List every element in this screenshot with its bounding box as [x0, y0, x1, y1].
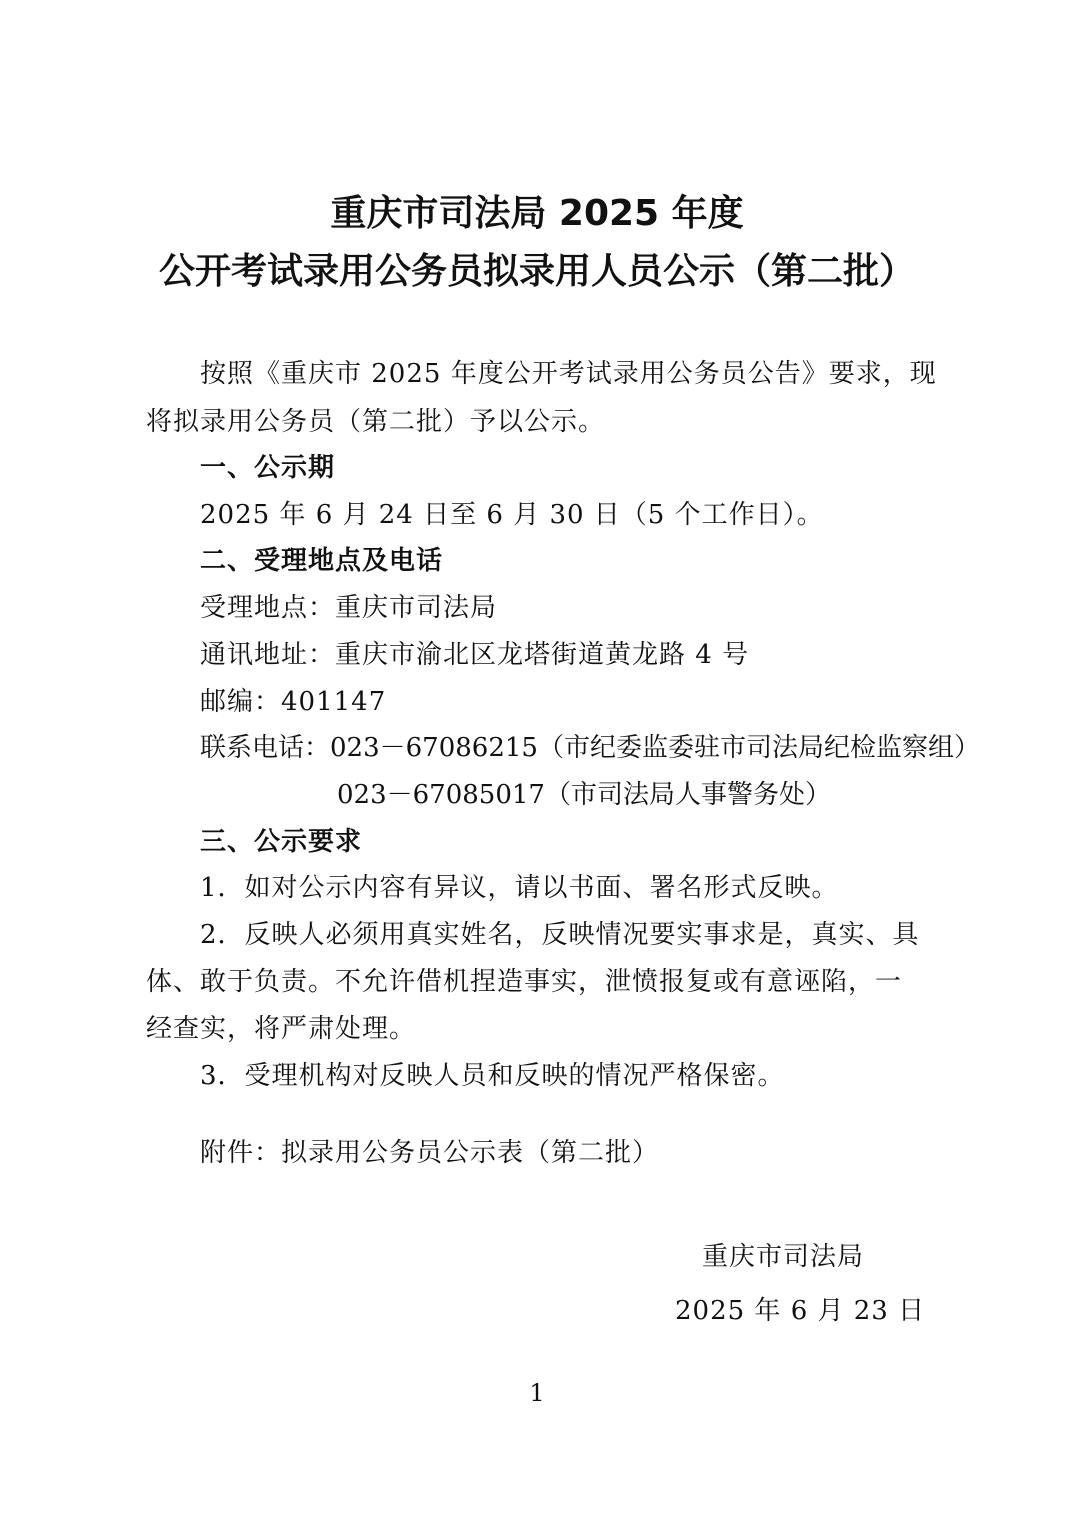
signature-organization: 重庆市司法局 [702, 1242, 865, 1272]
contact-phone-2: 023－67085017（市司法局人事警务处） [337, 780, 831, 810]
publicity-period-text: 2025 年 6 月 24 日至 6 月 30 日（5 个工作日）。 [200, 500, 824, 530]
requirement-item-1: 1．如对公示内容有异议，请以书面、署名形式反映。 [200, 873, 839, 903]
intro-line-1: 按照《重庆市 2025 年度公开考试录用公务员公告》要求，现 [200, 359, 937, 389]
attachment-note: 附件：拟录用公务员公示表（第二批） [200, 1138, 660, 1168]
requirement-item-2-line-1: 2．反映人必须用真实姓名，反映情况要实事求是，真实、具 [200, 920, 920, 950]
document-title-line-2: 公开考试录用公务员拟录用人员公示（第二批） [158, 251, 915, 292]
contact-address: 通讯地址：重庆市渝北区龙塔街道黄龙路 4 号 [200, 640, 750, 670]
requirement-item-2-line-2: 体、敢于负责。不允许借机捏造事实，泄愤报复或有意诬陷，一 [146, 967, 903, 997]
section-heading-contact: 二、受理地点及电话 [200, 546, 444, 576]
contact-place: 受理地点：重庆市司法局 [200, 593, 498, 623]
page-number: 1 [529, 1379, 545, 1407]
document-title-line-1: 重庆市司法局 2025 年度 [330, 193, 744, 234]
requirement-item-2-line-3: 经查实，将严肃处理。 [146, 1014, 417, 1044]
contact-postcode: 邮编：401147 [200, 687, 387, 717]
section-heading-publicity-period: 一、公示期 [200, 453, 336, 483]
intro-line-2: 将拟录用公务员（第二批）予以公示。 [146, 407, 606, 437]
contact-phone-1: 联系电话：023－67086215（市纪委监委驻市司法局纪检监察组） [200, 733, 980, 763]
requirement-item-3: 3．受理机构对反映人员和反映的情况严格保密。 [200, 1061, 785, 1091]
section-heading-requirements: 三、公示要求 [200, 827, 363, 857]
signature-date: 2025 年 6 月 23 日 [675, 1296, 926, 1326]
